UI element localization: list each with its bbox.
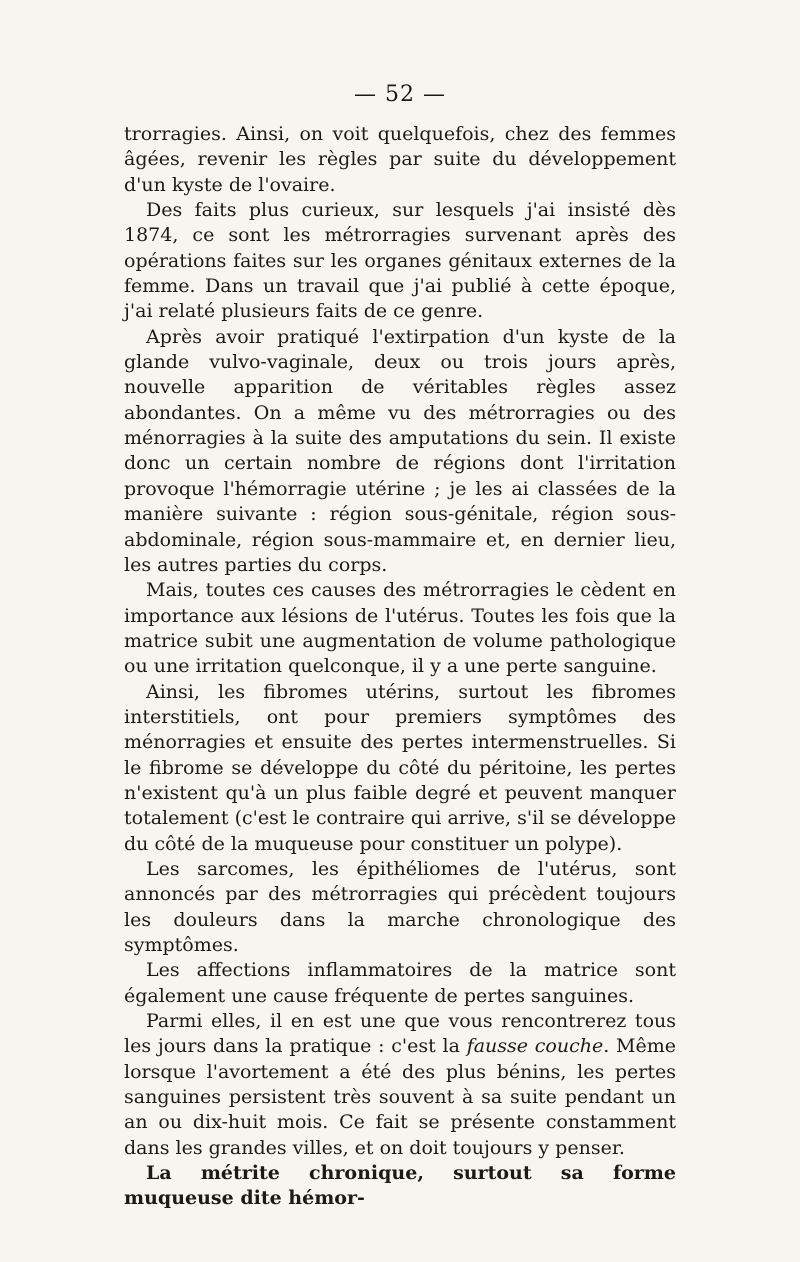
paragraph-8-start: Parmi elles, il en est une que vous rencontrerez tous les jours dans la pratique : c'est la — [124, 1010, 676, 1058]
fausse-couche-term: fausse couche — [466, 1035, 604, 1058]
paragraph-6: Les sarcomes, les épithéliomes de l'utérus, sont annoncés par des métrorragies qui précèdent toujours les douleurs dans la marche chronologique des symptômes. — [124, 857, 676, 956]
paragraph-8-end: . Même lorsque l'avortement a été des plus bénins, les pertes sanguines persistent très souvent à sa suite pendant un an ou dix-huit mois. Ce fait se présente constamment dans les grandes villes, et on doit toujours y penser. — [124, 1035, 676, 1159]
paragraph-8 — [124, 1009, 676, 1161]
paragraph-4: Mais, toutes ces causes des métrorragies le cèdent en importance aux lésions de l'utérus. Toutes les fois que la matrice subit une augmentation de volume pathologique ou une irritation quelconque, il y a une perte sanguine. — [124, 579, 676, 678]
body-text — [124, 122, 676, 1212]
paragraph-3: Après avoir pratiqué l'extirpation d'un kyste de la glande vulvo-vaginale, deux ou trois jours après, nouvelle apparition de véritables règles assez abondantes. On a même vu des métrorragies ou des ménorragies à la suite des amputations du sein. Il existe donc un certain nombre de régions dont l'irritation provoque l'hémorragie utérine ; je les ai classées de la manière suivante : région sous-génitale, région sous-abdominale, région sous-mammaire et, en dernier lieu, les autres parties du corps. — [124, 325, 676, 576]
paragraph-2: Des faits plus curieux, sur lesquels j'ai insisté dès 1874, ce sont les métrorragies survenant après des opérations faites sur les organes génitaux externes de la femme. Dans un travail que j'ai publié à cette époque, j'ai relaté plusieurs faits de ce genre. — [124, 199, 676, 323]
page-number: — 52 — — [354, 82, 446, 107]
paragraph-1: trorragies. Ainsi, on voit quelquefois, chez des femmes âgées, revenir les règles par suite du développement d'un kyste de l'ovaire. — [124, 123, 676, 196]
paragraph-9: La métrite chronique, surtout sa forme muqueuse dite hémor- — [124, 1162, 676, 1210]
paragraph-7: Les affections inflammatoires de la matrice sont également une cause fréquente de pertes sanguines. — [124, 959, 676, 1007]
paragraph-5: Ainsi, les fibromes utérins, surtout les fibromes interstitiels, ont pour premiers symptômes des ménorragies et ensuite des pertes intermenstruelles. Si le fibrome se développe du côté du péritoine, les pertes n'existent qu'à un plus faible degré et peuvent manquer totalement (c'est le contraire qui arrive, s'il se développe du côté de la muqueuse pour constituer un polype). — [124, 680, 676, 855]
